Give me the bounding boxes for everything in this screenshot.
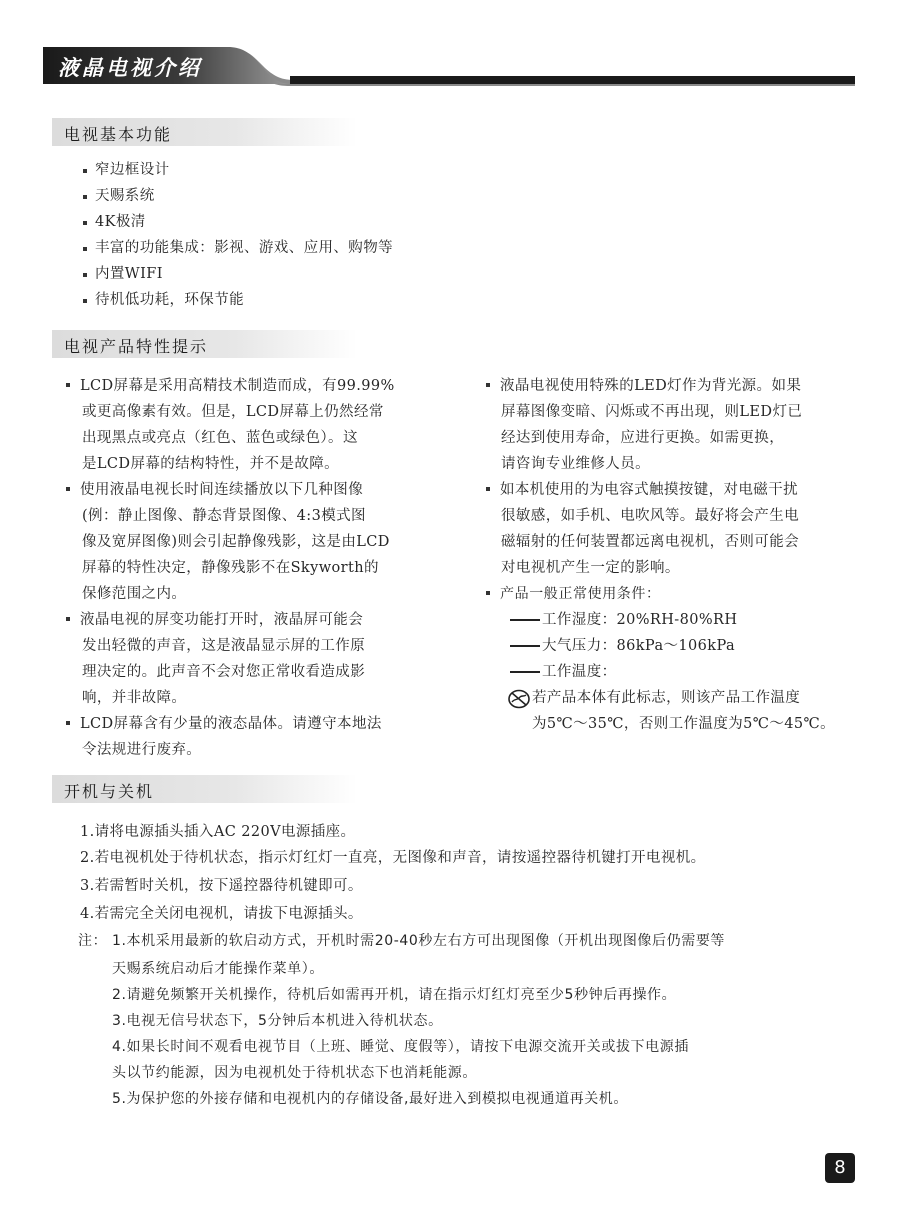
power-step: 3.若需暂时关机，按下遥控器待机键即可。 xyxy=(80,878,363,894)
section-tips-title: 电视产品特性提示 xyxy=(64,337,209,356)
tip-line: 对电视机产生一定的影响。 xyxy=(501,560,680,576)
bullet-icon xyxy=(83,299,87,303)
dash-mark xyxy=(510,645,540,647)
tip-line: 使用液晶电视长时间连续播放以下几种图像 xyxy=(80,482,364,498)
note-label: 注： xyxy=(78,933,108,949)
bullet-icon xyxy=(83,195,87,199)
bullet-icon xyxy=(83,247,87,251)
tip-line: 响，并非故障。 xyxy=(82,690,187,706)
section-basic-title: 电视基本功能 xyxy=(64,125,173,144)
basic-item: 内置WIFI xyxy=(95,266,163,282)
tip-line: 出现黑点或亮点（红色、蓝色或绿色）。这 xyxy=(82,430,358,446)
tip-line: 很敏感，如手机、电吹风等。最好将会产生电 xyxy=(501,508,799,524)
tip-line: 液晶电视的屏变功能打开时，液晶屏可能会 xyxy=(80,612,364,628)
power-note: 5.为保护您的外接存储和电视机内的存储设备,最好进入到模拟电视通道再关机。 xyxy=(112,1091,629,1107)
bullet-icon xyxy=(486,591,490,595)
header-banner xyxy=(0,0,898,100)
bullet-icon xyxy=(83,221,87,225)
tip-line: 如本机使用的为电容式触摸按键，对电磁干扰 xyxy=(500,482,798,498)
power-note: 4.如果长时间不观看电视节目（上班、睡觉、度假等），请按下电源交流开关或拔下电源插 xyxy=(112,1039,689,1055)
bullet-icon xyxy=(486,487,490,491)
tip-line: 经达到使用寿命，应进行更换。如需更换， xyxy=(501,430,785,446)
temperature-mark-icon xyxy=(507,689,531,709)
power-step: 2.若电视机处于待机状态，指示灯红灯一直亮，无图像和声音，请按遥控器待机键打开电视机。 xyxy=(80,850,706,866)
basic-item: 窄边框设计 xyxy=(95,162,170,178)
condition-humidity: 工作湿度：20%RH-80%RH xyxy=(542,612,738,628)
basic-item: 4K极清 xyxy=(95,214,146,230)
tip-line: 磁辐射的任何装置都远离电视机，否则可能会 xyxy=(501,534,799,550)
power-step: 1.请将电源插头插入AC 220V电源插座。 xyxy=(80,824,356,840)
temperature-note: 为5℃～35℃，否则工作温度为5℃～45℃。 xyxy=(532,716,836,732)
section-basic-header xyxy=(52,118,357,146)
page-title: 液晶电视介绍 xyxy=(58,56,202,80)
dash-mark xyxy=(510,671,540,673)
basic-item: 丰富的功能集成：影视、游戏、应用、购物等 xyxy=(95,240,393,256)
tip-line: 理决定的。此声音不会对您正常收看造成影 xyxy=(82,664,366,680)
tip-line: 发出轻微的声音，这是液晶显示屏的工作原 xyxy=(82,638,366,654)
basic-item: 待机低功耗，环保节能 xyxy=(95,292,244,308)
tip-line: (例：静止图像、静态背景图像、4:3模式图 xyxy=(82,508,366,524)
power-note: 1.本机采用最新的软启动方式，开机时需20-40秒左右方可出现图像（开机出现图像后仍需要等 xyxy=(112,933,726,949)
power-note: 3.电视无信号状态下，5分钟后本机进入待机状态。 xyxy=(112,1013,443,1029)
dash-mark xyxy=(510,619,540,621)
bullet-icon xyxy=(66,721,70,725)
tip-line: 或更高像素有效。但是，LCD屏幕上仍然经常 xyxy=(82,404,384,420)
page-number: 8 xyxy=(825,1153,855,1183)
bullet-icon xyxy=(66,383,70,387)
basic-item: 天赐系统 xyxy=(95,188,155,204)
power-note: 天赐系统启动后才能操作菜单）。 xyxy=(112,961,324,977)
tip-line: 是LCD屏幕的结构特性，并不是故障。 xyxy=(82,456,340,472)
bullet-icon xyxy=(486,383,490,387)
tip-line: 请咨询专业维修人员。 xyxy=(501,456,650,472)
tip-line: LCD屏幕含有少量的液态晶体。请遵守本地法 xyxy=(80,716,382,732)
tip-line: 令法规进行废弃。 xyxy=(82,742,202,758)
section-power-title: 开机与关机 xyxy=(64,782,155,801)
conditions-title: 产品一般正常使用条件： xyxy=(500,586,661,602)
condition-temperature: 工作温度： xyxy=(542,664,617,680)
section-tips-header xyxy=(52,330,357,358)
bullet-icon xyxy=(83,273,87,277)
bullet-icon xyxy=(83,169,87,173)
bullet-icon xyxy=(66,617,70,621)
condition-pressure: 大气压力：86kPa～106kPa xyxy=(542,638,735,654)
section-power-header xyxy=(52,775,357,803)
tip-line: LCD屏幕是采用高精技术制造而成，有99.99% xyxy=(80,378,395,394)
temperature-note: 若产品本体有此标志，则该产品工作温度 xyxy=(532,690,801,706)
tip-line: 保修范围之内。 xyxy=(82,586,187,602)
tip-line: 屏幕图像变暗、闪烁或不再出现，则LED灯已 xyxy=(501,404,803,420)
bullet-icon xyxy=(66,487,70,491)
power-note: 2.请避免频繁开关机操作，待机后如需再开机，请在指示灯红灯亮至少5秒钟后再操作。 xyxy=(112,987,677,1003)
tip-line: 像及宽屏图像)则会引起静像残影，这是由LCD xyxy=(82,534,390,550)
power-step: 4.若需完全关闭电视机，请拔下电源插头。 xyxy=(80,906,363,922)
tip-line: 屏幕的特性决定，静像残影不在Skyworth的 xyxy=(82,560,379,576)
power-note: 头以节约能源，因为电视机处于待机状态下也消耗能源。 xyxy=(112,1065,477,1081)
tip-line: 液晶电视使用特殊的LED灯作为背光源。如果 xyxy=(500,378,802,394)
